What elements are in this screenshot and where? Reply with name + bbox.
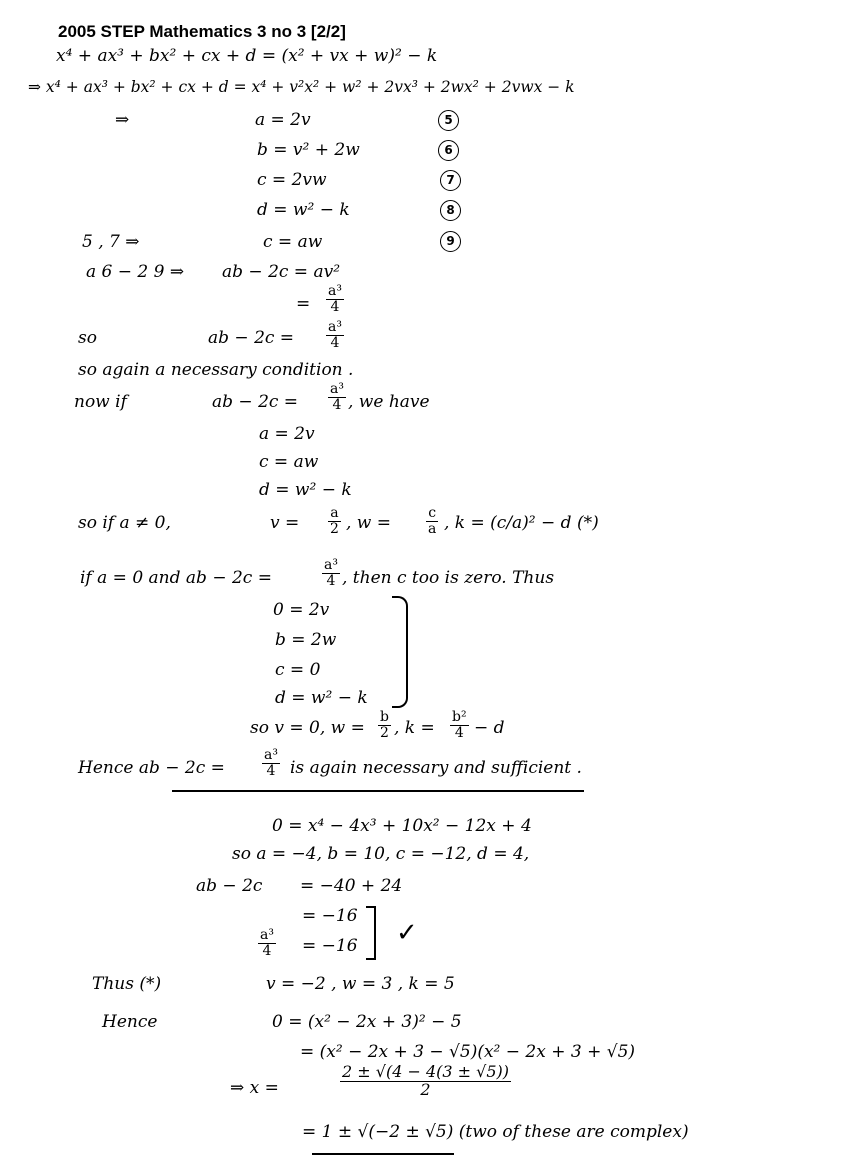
fraction-c-over-a: [426, 506, 438, 536]
label-circle-6: 6: [438, 140, 459, 161]
numerator: a³: [260, 927, 274, 943]
denominator: 4: [454, 724, 464, 741]
ab2c-value: = −40 + 24: [300, 876, 403, 896]
equation-5: a = 2v: [255, 110, 311, 130]
hence-ab2c: Hence ab − 2c =: [78, 758, 225, 778]
ab2c-result: = −16: [302, 906, 358, 926]
so-if-a-nonzero: so if a ≠ 0,: [78, 513, 171, 533]
so-word: so: [78, 328, 97, 348]
equals-sign: =: [296, 294, 311, 314]
denominator: 4: [326, 572, 336, 589]
answer-underline: [312, 1153, 454, 1155]
if-a-zero: if a = 0 and ab − 2c =: [80, 568, 272, 588]
fraction-a3-over-4: [322, 558, 340, 588]
equation-9: c = aw: [263, 232, 323, 252]
numerator: 2 ± √(4 − 4(3 ± √5)): [342, 1062, 509, 1081]
bracket: [366, 906, 376, 960]
necessary-condition: so again a necessary condition .: [78, 360, 354, 380]
denominator: 2: [420, 1079, 431, 1099]
a3-over-4-result: = −16: [302, 936, 358, 956]
denominator: 4: [266, 762, 276, 779]
minus-d: − d: [474, 718, 505, 738]
fraction-a3-over-4: [326, 284, 344, 314]
restate-a: a = 2v: [259, 424, 315, 444]
from-5-7: 5 , 7 ⇒: [82, 232, 140, 252]
denominator: 4: [332, 396, 342, 413]
x-equals: ⇒ x =: [230, 1078, 279, 1098]
ab2c-label: ab − 2c: [196, 876, 263, 896]
system-b: b = 2w: [275, 630, 337, 650]
label-circle-9: 9: [440, 231, 461, 252]
hence-word: Hence: [102, 1012, 158, 1032]
quadratic-formula-fraction: [340, 1064, 511, 1099]
restate-c: c = aw: [259, 452, 319, 472]
so-v-zero: so v = 0, w =: [250, 718, 365, 738]
numerator: a³: [330, 381, 344, 397]
ab2c-equals: ab − 2c =: [212, 392, 299, 412]
v-equals: v =: [270, 513, 300, 533]
fraction-a3-over-4: [326, 320, 344, 350]
we-have: , we have: [348, 392, 430, 412]
fraction-b2-over-4: [450, 710, 469, 740]
equation-6: b = v² + 2w: [257, 140, 360, 160]
identity-line: x⁴ + ax³ + bx² + cx + d = (x² + vx + w)² − k: [56, 46, 438, 66]
factor-line-2: = (x² − 2x + 3 − √5)(x² − 2x + 3 + √5): [300, 1042, 636, 1062]
combine-6-9: a 6 − 2 9 ⇒: [86, 262, 185, 282]
system-d: d = w² − k: [275, 688, 368, 708]
system-0: 0 = 2v: [273, 600, 330, 620]
numerator: a: [328, 506, 341, 522]
system-c: c = 0: [275, 660, 321, 680]
fraction-b-over-2: [378, 710, 391, 740]
expanded-line: ⇒ x⁴ + ax³ + bx² + cx + d = x⁴ + v²x² + w² + 2vx³ + 2wx² + 2vwx − k: [28, 78, 575, 96]
necessary-and-sufficient: is again necessary and sufficient .: [290, 758, 582, 778]
factor-line-1: 0 = (x² − 2x + 3)² − 5: [272, 1012, 462, 1032]
thus-star: Thus (*): [92, 974, 162, 994]
denominator: 4: [330, 334, 340, 351]
ab2c-av2: ab − 2c = av²: [222, 262, 341, 282]
w-equals: , w =: [346, 513, 392, 533]
now-if: now if: [74, 392, 127, 412]
ab2c-equals: ab − 2c =: [208, 328, 295, 348]
fraction-a3-over-4: [328, 382, 346, 412]
label-circle-8: 8: [440, 200, 461, 221]
page-title: 2005 STEP Mathematics 3 no 3 [2/2]: [58, 22, 346, 41]
implies-symbol: ⇒: [115, 110, 130, 130]
restate-d: d = w² − k: [259, 480, 352, 500]
k-equals: , k =: [394, 718, 435, 738]
denominator: 4: [262, 942, 272, 959]
denominator: 2: [330, 520, 339, 537]
numerator: b²: [452, 709, 467, 725]
k-equals-star: , k = (c/a)² − d (*): [444, 513, 599, 533]
denominator: 2: [380, 724, 389, 741]
denominator: a: [428, 520, 437, 537]
quartic-equation: 0 = x⁴ − 4x³ + 10x² − 12x + 4: [272, 816, 532, 836]
numerator: a³: [328, 283, 342, 299]
check-mark-icon: ✓: [396, 918, 418, 948]
numerator: c: [426, 506, 438, 522]
equation-8: d = w² − k: [257, 200, 350, 220]
numerator: b: [380, 709, 389, 725]
coefficients: so a = −4, b = 10, c = −12, d = 4,: [232, 844, 530, 864]
equation-7: c = 2vw: [257, 170, 327, 190]
fraction-a3-over-4: [258, 928, 276, 958]
fraction-a3-over-4: [262, 748, 280, 778]
numerator: a³: [328, 319, 342, 335]
fraction-a-over-2: [328, 506, 341, 536]
brace: [392, 596, 408, 708]
vwk-values: v = −2 , w = 3 , k = 5: [266, 974, 455, 994]
denominator: 4: [330, 298, 340, 315]
final-roots: = 1 ± √(−2 ± √5) (two of these are complex): [302, 1122, 689, 1142]
section-divider: [172, 790, 584, 792]
label-circle-7: 7: [440, 170, 461, 191]
numerator: a³: [324, 557, 338, 573]
then-c-zero: , then c too is zero. Thus: [342, 568, 555, 588]
label-circle-5: 5: [438, 110, 459, 131]
numerator: a³: [264, 747, 278, 763]
